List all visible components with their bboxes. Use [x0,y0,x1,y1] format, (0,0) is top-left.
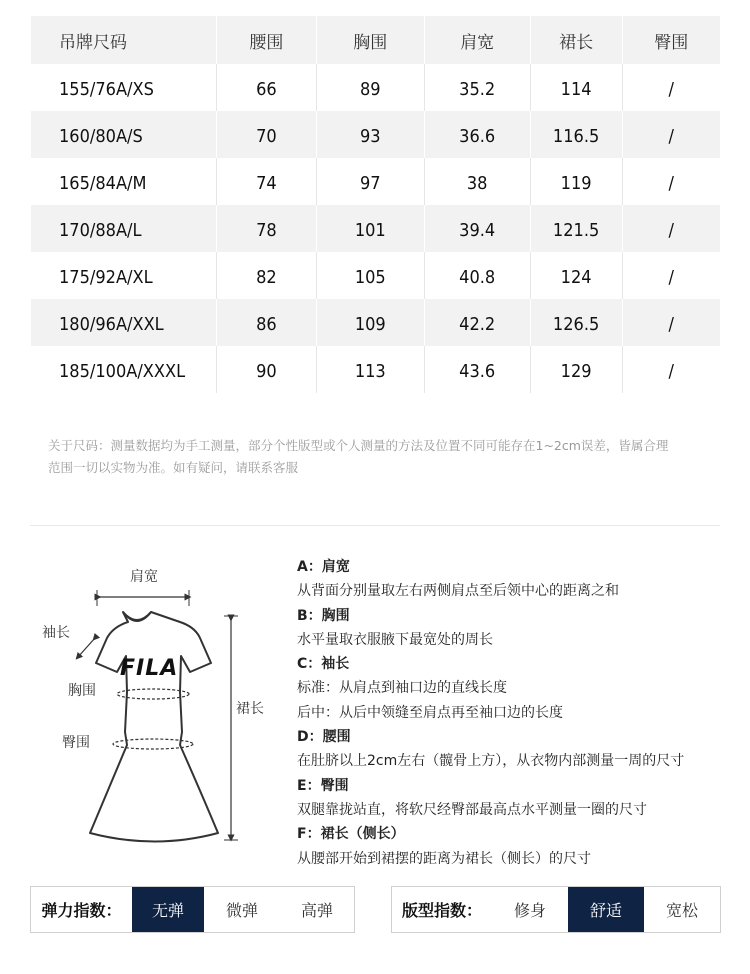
size-value-cell: 35.2 [424,64,530,111]
size-value-cell: 66 [216,64,316,111]
measurement-diagram [30,550,280,870]
definition-heading: F：裙长（侧长） [297,826,405,843]
table-row [31,299,721,346]
size-value-cell: 90 [216,346,316,393]
size-value-cell: 42.2 [424,299,530,346]
size-label-cell: 155/76A/XS [31,64,217,111]
size-value-cell: 129 [530,346,622,393]
fit-index [391,886,721,933]
size-label-cell: 180/96A/XXL [31,299,217,346]
size-value-cell: / [622,205,720,252]
size-label-cell: 175/92A/XL [31,252,217,299]
size-value-cell: 36.6 [424,111,530,158]
size-value-cell: 114 [530,64,622,111]
size-label-cell: 160/80A/S [31,111,217,158]
header-length: 裙长 [530,16,622,64]
header-waist: 腰围 [216,16,316,64]
size-value-cell: 97 [316,158,424,205]
definition-text: 在肚脐以上2cm左右（髋骨上方），从衣物内部测量一周的尺寸 [297,753,685,770]
size-value-cell: 86 [216,299,316,346]
elasticity-option[interactable]: 无弹 [132,887,204,932]
size-value-cell: / [622,64,720,111]
definition-text: 后中：从后中领缝至肩点再至袖口边的长度 [297,704,563,721]
size-label-cell: 165/84A/M [31,158,217,205]
size-value-cell: 38 [424,158,530,205]
definition-heading: E：臀围 [297,777,349,794]
definition-heading: A：肩宽 [297,559,350,575]
diagram-label-chest: 胸围 [68,683,96,699]
size-value-cell: 40.8 [424,252,530,299]
size-value-cell: / [622,299,720,346]
measurement-definitions [297,555,737,871]
size-value-cell: / [622,346,720,393]
diagram-label-shoulder: 肩宽 [130,569,158,585]
table-row [31,252,721,299]
elasticity-option[interactable]: 微弹 [225,901,258,920]
brand-logo: FILA [120,656,179,681]
size-note-line: 关于尺码：测量数据均为手工测量，部分个性版型或个人测量的方法及位置不同可能存在1~2cm误差，皆属合理 [48,438,669,453]
size-value-cell: 70 [216,111,316,158]
definition-text: 双腿靠拢站直，将软尺经臀部最高点水平测量一圈的尺寸 [297,801,647,818]
definition-text: 水平量取衣服腋下最宽处的周长 [297,631,493,648]
size-value-cell: / [622,252,720,299]
size-value-cell: / [622,158,720,205]
size-value-cell: 113 [316,346,424,393]
size-value-cell: 74 [216,158,316,205]
size-value-cell: 105 [316,252,424,299]
fit-option[interactable]: 修身 [513,901,546,920]
elasticity-option[interactable]: 高弹 [300,901,333,920]
size-label-cell: 185/100A/XXXL [31,346,217,393]
header-shoulder: 肩宽 [424,16,530,64]
size-value-cell: / [622,111,720,158]
definition-text: 标准：从肩点到袖口边的直线长度 [297,680,507,697]
diagram-label-sleeve: 袖长 [42,625,70,641]
fit-option[interactable]: 舒适 [568,887,644,932]
size-value-cell: 109 [316,299,424,346]
size-value-cell: 93 [316,111,424,158]
size-value-cell: 124 [530,252,622,299]
size-value-cell: 126.5 [530,299,622,346]
fit-option[interactable]: 宽松 [665,901,698,920]
size-label-cell: 170/88A/L [31,205,217,252]
size-value-cell: 43.6 [424,346,530,393]
header-hip: 臀围 [622,16,720,64]
size-value-cell: 89 [316,64,424,111]
header-chest: 胸围 [316,16,424,64]
table-row [31,205,721,252]
elasticity-title: 弹力指数： [41,901,122,920]
size-value-cell: 39.4 [424,205,530,252]
definition-heading: B：胸围 [297,607,350,624]
size-value-cell: 78 [216,205,316,252]
definition-heading: D：腰围 [297,729,351,746]
size-value-cell: 116.5 [530,111,622,158]
diagram-label-hip: 臀围 [62,735,90,751]
table-row [31,158,721,205]
divider [30,525,720,526]
definition-text: 从背面分别量取左右两侧肩点至后领中心的距离之和 [297,583,619,600]
table-row [31,64,721,111]
size-note-line: 范围一切以实物为准。如有疑问，请联系客服 [48,460,299,475]
size-value-cell: 82 [216,252,316,299]
size-value-cell: 119 [530,158,622,205]
header-tag-size: 吊牌尺码 [31,16,217,64]
fit-title: 版型指数： [401,901,482,920]
elasticity-index [30,886,355,933]
size-value-cell: 121.5 [530,205,622,252]
definition-heading: C：袖长 [297,656,350,673]
definition-text: 从腰部开始到裙摆的距离为裙长（侧长）的尺寸 [297,850,591,867]
table-row [31,346,721,393]
size-note [48,435,728,479]
size-value-cell: 101 [316,205,424,252]
diagram-label-length: 裙长 [236,701,264,717]
size-table [30,16,720,393]
table-row [31,111,721,158]
size-table-header [31,16,721,64]
